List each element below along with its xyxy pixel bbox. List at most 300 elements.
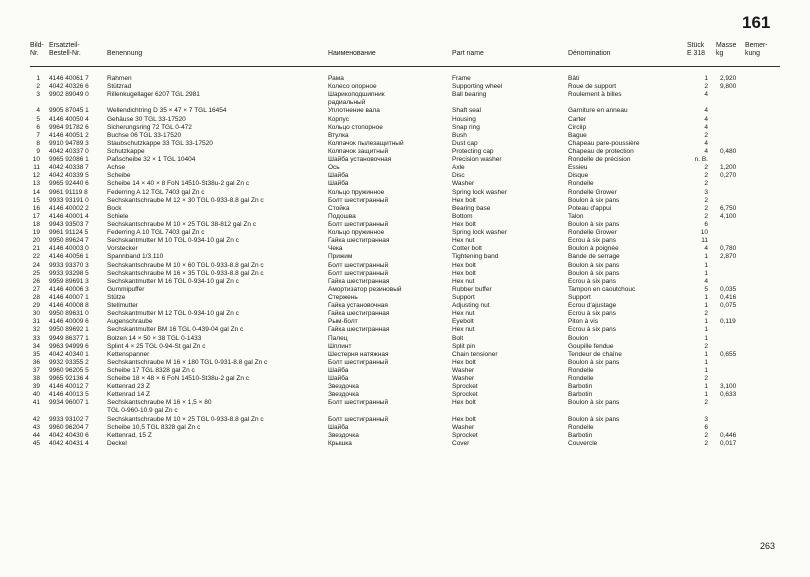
cell-fr: Bâti [568,75,580,82]
cell-en: Spring lock washer [452,229,507,237]
header-bemerkung: Bemer- kung [745,42,768,57]
cell-pn: 4146 40050 4 [49,115,89,123]
cell-pn: 4146 40002 2 [49,204,89,212]
cell-en: Support [452,293,475,301]
cell-en: Eyebolt [452,318,474,326]
cell-nr: 41 [32,399,40,407]
cell-st: 1 [704,326,708,334]
cell-en: Protecting cap [452,147,494,155]
cell-de: Sechskantschraube M 10 × 25 TGL 0-933-8.8 gal Zn c [107,415,264,423]
cell-fr: Talon [568,212,584,220]
table-row [0,278,810,286]
table-row [0,237,810,245]
cell-nr: 14 [32,188,40,196]
cell-fr: Bande de serrage [568,253,620,261]
cell-pn: 4042 40339 5 [49,172,89,180]
cell-pn: 9933 93102 7 [49,415,89,423]
cell-de: Buchse 06 TGL 33-17520 [107,131,182,139]
cell-de: Sechskantschraube M 10 × 25 TGL 38-812 gal Zn c [107,220,257,228]
cell-ru: Гайка шестигранная [328,326,390,334]
cell-en: Dust cap [452,139,478,147]
cell-kg: 3,100 [720,383,737,391]
table-row [0,124,810,132]
cell-de: Stellmutter [107,302,139,310]
cell-fr: Barbotin [568,431,593,439]
cell-ru: Стержень [328,293,358,301]
cell-nr: 25 [32,269,40,277]
cell-en: Hex bolt [452,358,476,366]
table-row [0,148,810,156]
table-row [0,286,810,294]
cell-nr: 32 [32,326,40,334]
cell-ru: Чека [328,245,343,253]
cell-fr: Carter [568,115,587,123]
cell-de: Bock [107,204,122,212]
cell-en: Supporting wheel [452,83,503,91]
cell-de: Staubschutzkappe 33 TGL 33-17520 [107,139,213,147]
cell-ru: Шайба [328,366,349,374]
cell-fr: Disque [568,172,589,180]
cell-de: Schutzkappe [107,147,145,155]
cell-en: Hex bolt [452,269,476,277]
cell-fr: Circlip [568,123,587,131]
cell-en: Cotter bolt [452,245,482,253]
cell-st: 1 [704,358,708,366]
cell-pn: 9960 96205 5 [49,366,89,374]
cell-ru: Звездочка [328,431,359,439]
cell-ru: Амортизатор резиновый [328,285,402,293]
cell-nr: 38 [32,375,40,383]
cell-nr: 1 [36,75,40,82]
cell-en: Hex bolt [452,261,476,269]
table-row [0,432,810,440]
cell-de: Scheibe 18 × 48 × 6 FoN 14510-St38u-2 gal Zn c [107,375,250,383]
cell-pn: 4146 40012 7 [49,383,89,391]
cell-ru: Гайка шестигранная [328,277,390,285]
table-row [0,221,810,229]
cell-de: Scheibe [107,172,131,180]
cell-de: Scheibe 17 TGL 8328 gal Zn c [107,366,195,374]
footer-page-number: 263 [760,541,776,551]
cell-de: Deckel [107,439,127,447]
cell-fr: Rondelle [568,366,594,374]
header-ersatzteil: Ersatzteil- Bestell-Nr. [49,42,81,57]
cell-fr: Ecrou à six pans [568,310,617,318]
cell-ru: Болт шестигранный [328,220,389,228]
cell-nr: 31 [32,318,40,326]
cell-pn: 4146 40001 4 [49,212,89,220]
table-row [0,335,810,343]
table-row [0,99,810,107]
cell-fr: Poteau d'appui [568,204,612,212]
cell-nr: 20 [32,237,40,245]
cell-en: Shaft seal [452,107,481,115]
header-rule [30,66,780,67]
cell-nr: 37 [32,366,40,374]
cell-ru: Уплотнение вала [328,107,380,115]
table-row [0,383,810,391]
cell-ru: Стойка [328,204,350,212]
cell-st: 4 [704,123,708,131]
cell-de: Bolzen 14 × 50 × 38 TGL 0-1433 [107,334,202,342]
cell-nr: 24 [32,261,40,269]
cell-fr: Boulon à six pans [568,220,620,228]
cell-st: 1 [704,253,708,261]
cell-en: Hex nut [452,237,475,245]
cell-st: 3 [704,415,708,423]
cell-pn: 9933 93298 5 [49,269,89,277]
cell-kg: 0,655 [720,350,737,358]
cell-en: Precision washer [452,156,502,164]
cell-st: 1 [704,269,708,277]
cell-nr: 2 [36,83,40,91]
cell-pn: 9905 87045 1 [49,107,89,115]
cell-st: 6 [704,423,708,431]
cell-kg: 9,800 [720,83,737,91]
header-denomination: Dénomination [568,50,611,57]
cell-kg: 0,480 [720,147,737,155]
cell-de: Vorstecker [107,245,138,253]
cell-pn: 9902 89049 0 [49,91,89,99]
cell-nr: 21 [32,245,40,253]
table-row [0,424,810,432]
cell-fr: Rondelle Grower [568,188,617,196]
cell-st: 2 [704,439,708,447]
cell-ru: Ось [328,164,340,172]
cell-kg: 0,780 [720,245,737,253]
cell-fr: Chapeau de protection [568,147,634,155]
cell-de: Augenschraube [107,318,153,326]
table-row [0,262,810,270]
cell-en: Hex bolt [452,415,476,423]
cell-pn: 4146 40009 6 [49,318,89,326]
cell-st: 1 [704,302,708,310]
cell-pn: 9965 92440 6 [49,180,89,188]
cell-st: 1 [704,75,708,82]
cell-ru: Крышка [328,439,352,447]
cell-nr: 45 [32,439,40,447]
cell-pn: 4146 40013 5 [49,391,89,399]
cell-pn: 4042 40326 6 [49,83,89,91]
cell-en: Sprocket [452,383,478,391]
cell-nr: 43 [32,423,40,431]
cell-st: 1 [704,334,708,342]
cell-nr: 30 [32,310,40,318]
cell-en: Hex bolt [452,399,476,407]
table-row [0,107,810,115]
cell-st: 2 [704,375,708,383]
cell-ru: Кольцо стопорное [328,123,383,131]
cell-pn: 4146 40056 1 [49,253,89,261]
cell-ru: Колпачок пылезащитный [328,139,404,147]
table-row [0,205,810,213]
cell-nr: 34 [32,342,40,350]
cell-ru: Кольцо пружинное [328,188,385,196]
cell-de: Spannband 1/3.110 [107,253,164,261]
cell-st: 6 [704,220,708,228]
cell-kg: 0,633 [720,391,737,399]
table-row [0,156,810,164]
cell-st: 2 [704,342,708,350]
cell-st: 2 [704,310,708,318]
cell-en: Rubber buffer [452,285,492,293]
cell-fr: Boulon [568,334,589,342]
cell-pn: 9965 92086 1 [49,156,89,164]
cell-en: Frame [452,75,471,82]
cell-fr: Tendeur de chaîne [568,350,622,358]
cell-ru: Колпачок защитный [328,147,389,155]
cell-st: 4 [704,115,708,123]
table-row [0,367,810,375]
cell-en: Housing [452,115,476,123]
cell-st: 2 [704,83,708,91]
cell-pn: 9950 89692 1 [49,326,89,334]
cell-ru: Рама [328,75,344,82]
cell-ru: Шайба [328,423,349,431]
cell-de: Rahmen [107,75,132,82]
table-row [0,440,810,448]
cell-kg: 4,100 [720,212,737,220]
cell-nr: 13 [32,180,40,188]
cell-fr: Boulon à poignée [568,245,619,253]
cell-fr: Piton à vis [568,318,598,326]
cell-ru: Рым-болт [328,318,358,326]
table-row [0,359,810,367]
header-partname: Part name [452,50,484,57]
cell-de: Federring A 12 TGL 7403 gal Zn c [107,188,205,196]
cell-en: Washer [452,423,475,431]
cell-pn: 4146 40003 0 [49,245,89,253]
cell-de: Sechskantschraube M 16 × 180 TGL 0-931-8.8 gal Zn c [107,358,268,366]
cell-nr: 3 [36,91,40,99]
cell-en: Axle [452,164,465,172]
cell-st: 4 [704,245,708,253]
cell-st: 1 [704,318,708,326]
cell-nr: 33 [32,334,40,342]
cell-nr: 39 [32,383,40,391]
cell-fr: Rondelle de précision [568,156,631,164]
cell-nr: 22 [32,253,40,261]
table-row [0,270,810,278]
parts-table [0,75,810,448]
cell-st: 5 [704,285,708,293]
cell-st: 1 [704,391,708,399]
cell-st: 2 [704,212,708,220]
cell-ru: Колесо опорное [328,83,377,91]
cell-st: 2 [704,131,708,139]
cell-ru: Болт шестигранный [328,196,389,204]
table-row [0,326,810,334]
cell-en: Hex bolt [452,196,476,204]
header-stueck: Stück E 318 [687,42,706,57]
cell-pn: 9943 93503 7 [49,220,89,228]
cell-fr: Chapeau pare-poussière [568,139,640,147]
cell-pn: 4042 40337 0 [49,147,89,155]
cell-nr: 35 [32,350,40,358]
cell-nr: 9 [36,147,40,155]
cell-ru: Шестерня натяжная [328,350,389,358]
cell-nr: 19 [32,229,40,237]
cell-de: Gehäuse 30 TGL 33-17520 [107,115,186,123]
cell-pn: 9950 89624 7 [49,237,89,245]
table-row [0,229,810,237]
cell-de: Sechskantschraube M 10 × 60 TGL 0-933-8.8 gal Zn c [107,261,264,269]
cell-de: Sechskantmutter M 10 TGL 0-934-10 gal Zn c [107,237,239,245]
table-row [0,197,810,205]
cell-en: Chain tensioner [452,350,498,358]
cell-fr: Barbotin [568,383,593,391]
cell-pn: 9932 93355 2 [49,358,89,366]
cell-ru: Звездочка [328,383,359,391]
table-row [0,294,810,302]
cell-nr: 11 [33,164,40,172]
header-masse: Masse kg [716,42,737,57]
cell-kg: 0,035 [720,285,737,293]
cell-de: Scheibe 10,5 TGL 8328 gal Zn c [107,423,201,431]
cell-nr: 28 [32,293,40,301]
cell-fr: Rondelle [568,180,594,188]
cell-ru: Болт шестигранный [328,358,389,366]
cell-de: Kettenrad, 15 Z [107,431,152,439]
cell-fr: Couvercle [568,439,598,447]
table-row [0,253,810,261]
cell-fr: Ecrou à six pans [568,237,617,245]
cell-nr: 17 [32,212,40,220]
cell-kg: 1,200 [720,164,737,172]
cell-st: 2 [704,399,708,407]
table-row [0,375,810,383]
table-row [0,343,810,351]
cell-en: Bearing base [452,204,491,212]
cell-de: Kettenspanner [107,350,150,358]
cell-en: Hex nut [452,277,475,285]
table-row [0,416,810,424]
cell-st: 1 [704,293,708,301]
table-row [0,310,810,318]
cell-nr: 29 [32,302,40,310]
cell-pn: 9949 86377 1 [49,334,89,342]
cell-nr: 42 [32,415,40,423]
cell-de: Splint 4 × 25 TGL 0-94-St gal Zn c [107,342,206,350]
cell-st: 2 [704,431,708,439]
cell-pn: 9934 96007 1 [49,399,89,407]
cell-en: Washer [452,375,475,383]
table-row [0,75,810,83]
cell-fr: Boulon à six pans [568,415,620,423]
cell-pn: 9933 93370 3 [49,261,89,269]
cell-de: Sechskantmutter M 16 TGL 0-934-10 gal Zn c [107,277,239,285]
cell-kg: 0,017 [720,439,737,447]
cell-fr: Boulon à six pans [568,196,620,204]
cell-de: Gummipuffer [107,285,145,293]
table-row [0,399,810,407]
cell-st: 2 [704,196,708,204]
cell-st: 1 [704,366,708,374]
cell-nr: 18 [32,220,40,228]
cell-st: 2 [704,180,708,188]
table-row [0,164,810,172]
table-row [0,172,810,180]
cell-de: Kettenrad 14 Z [107,391,150,399]
cell-ru: Гайка шестигранная [328,310,390,318]
cell-fr: Rondelle Grower [568,229,617,237]
cell-de: Stütze [107,293,126,301]
cell-st: 4 [704,107,708,115]
cell-fr: Tampon en caoutchouc [568,285,636,293]
cell-nr: 12 [32,172,40,180]
cell-ru: Болт шестигранный [328,415,389,423]
table-row [0,91,810,99]
cell-en: Snap ring [452,123,480,131]
cell-fr: Bague [568,131,587,139]
cell-en: Sprocket [452,391,478,399]
cell-de: Sechskantschraube M 16 × 35 TGL 0-933-8.8 gal Zn c [107,269,264,277]
cell-ru: Звездочка [328,391,359,399]
cell-pn: 4042 40430 6 [49,431,89,439]
cell-fr: Rondelle [568,375,594,383]
cell-fr: Boulon à six pans [568,358,620,366]
table-row [0,180,810,188]
table-row [0,245,810,253]
cell-pn: 4146 40006 3 [49,285,89,293]
cell-kg: 2,870 [720,253,737,261]
cell-ru: радиальный [328,99,366,107]
header-russian: Наименование [328,50,376,57]
cell-pn: 9964 91782 6 [49,123,89,131]
cell-ru: Корпус [328,115,349,123]
cell-en: Washer [452,180,475,188]
table-row [0,83,810,91]
cell-ru: Болт шестигранный [328,269,389,277]
cell-ru: Прижим [328,253,353,261]
cell-ru: Шплинт [328,342,352,350]
cell-en: Cover [452,439,470,447]
cell-pn: 4146 40051 2 [49,131,89,139]
cell-kg: 0,416 [720,293,737,301]
header-bild-nr: Bild- Nr. [30,42,44,57]
cell-ru: Гайка установочная [328,302,388,310]
cell-st: 2 [704,164,708,172]
cell-de: TGL 0-960-10.9 gal Zn c [107,407,178,415]
cell-nr: 16 [32,204,40,212]
cell-de: Stützrad [107,83,132,91]
cell-pn: 4146 40008 8 [49,302,89,310]
cell-en: Adjusting nut [452,302,490,310]
cell-ru: Шайба [328,375,349,383]
cell-nr: 4 [36,107,40,115]
cell-de: Sechskantmutter BM 16 TGL 0-439-04 gal Zn c [107,326,244,334]
cell-ru: Шайба [328,180,349,188]
cell-de: Wellendichtring D 35 × 47 × 7 TGL 16454 [107,107,227,115]
cell-en: Bottom [452,212,473,220]
cell-kg: 0,446 [720,431,737,439]
cell-de: Sechskantmutter M 12 TGL 0-934-10 gal Zn c [107,310,239,318]
cell-nr: 40 [32,391,40,399]
table-row [0,140,810,148]
cell-pn: 9961 91124 5 [49,229,89,237]
cell-pn: 9950 89631 0 [49,310,89,318]
cell-de: Rillenkugellager 6207 TGL 2981 [107,91,200,99]
cell-en: Hex nut [452,326,475,334]
cell-nr: 27 [32,285,40,293]
cell-pn: 4042 40338 7 [49,164,89,172]
cell-kg: 0,119 [720,318,736,326]
cell-nr: 44 [32,431,40,439]
cell-nr: 15 [32,196,40,204]
cell-ru: Болт шестигранный [328,261,389,269]
cell-fr: Support [568,293,591,301]
cell-en: Spring lock washer [452,188,507,196]
